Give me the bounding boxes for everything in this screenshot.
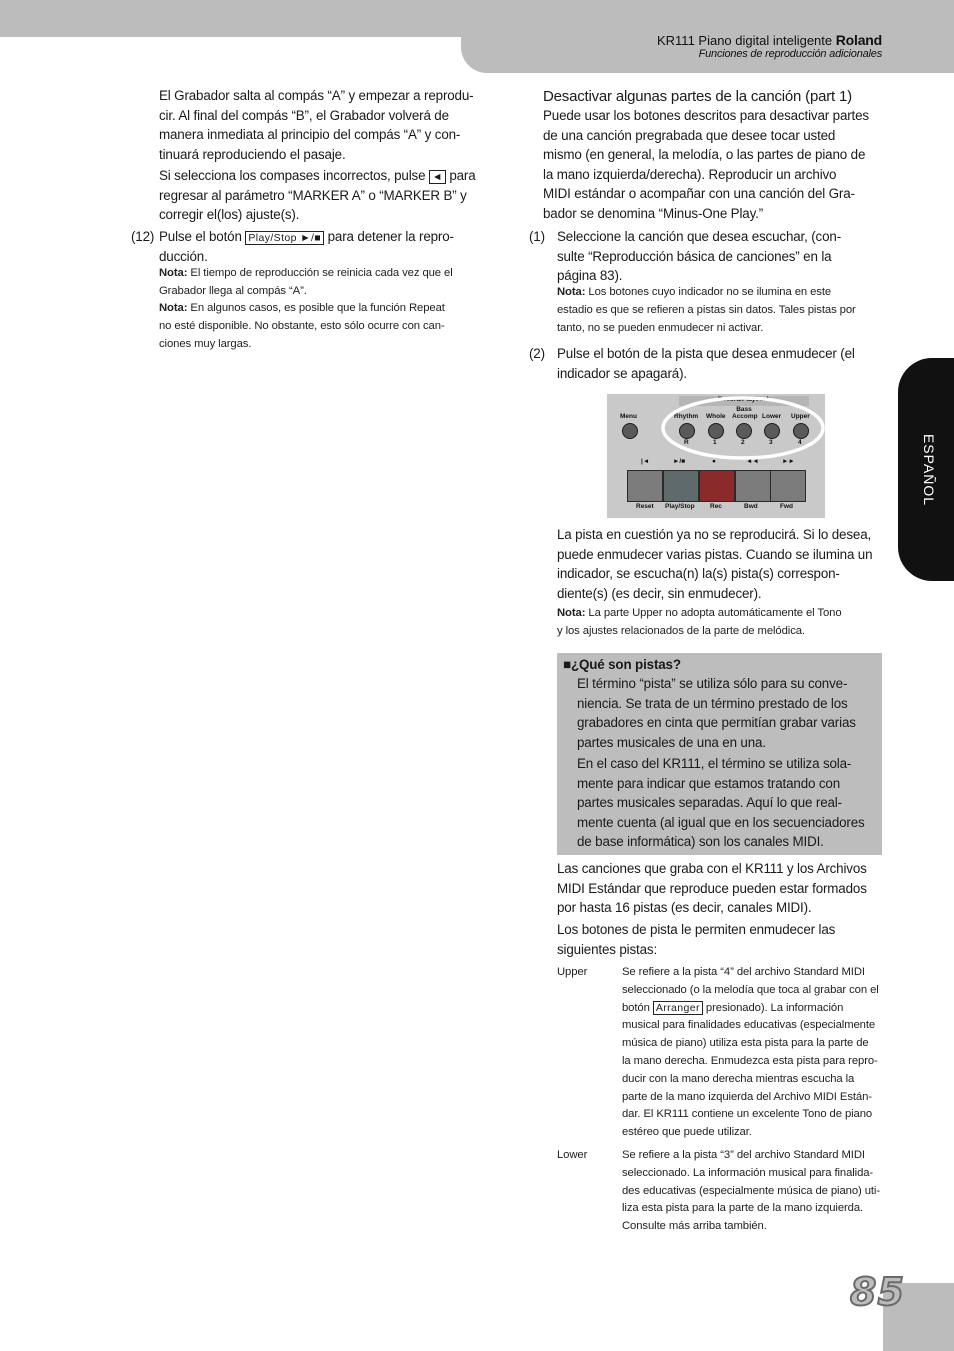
- button-label: Fwd: [780, 503, 793, 510]
- term-upper: Upper: [557, 966, 588, 978]
- fwd-symbol: ►►: [782, 458, 795, 465]
- step-number: (1): [529, 229, 545, 244]
- track-label: Upper: [791, 413, 810, 420]
- highlight-ellipse: [660, 395, 826, 461]
- step-number: (12): [131, 229, 155, 244]
- note-label: Nota:: [557, 607, 586, 619]
- track-label: Whole: [706, 413, 726, 420]
- note-2: Nota: En algunos casos, es posible que la función Repeat no esté disponible. No obstante, esto sólo ocurre con can- ciones muy largas.: [159, 302, 445, 350]
- note-1: Nota: El tiempo de reproducción se reinicia cada vez que el Grabador llega al compás “A”.: [159, 267, 453, 297]
- after-panel-paragraph: La pista en cuestión ya no se reproducirá. Si lo desea, puede enmudecer varias pistas. Cuando se ilumina un indicador, se escucha(n) la(s) pista(s) correspon- diente(s) (es decir, sin enmudecer).: [557, 527, 873, 601]
- section-heading: Desactivar algunas partes de la canción (part 1): [543, 88, 852, 105]
- definition-lower: Se refiere a la pista “3” del archivo Standard MIDI seleccionado. La información musical para finalida- des educativas (especialmente música de piano) uti- liza esta pista para la parte de la mano izquierda. Consulte más arriba también.: [622, 1149, 881, 1233]
- info-box-paragraph-1: El término “pista” se utiliza sólo para su conve- niencia. Se trata de un término prestado de los grabadores en cinta que permitían grabar varias partes musicales de una en una.: [577, 676, 856, 750]
- bwd-symbol: ◄◄: [746, 458, 759, 465]
- step-12: Pulse el botón Play/Stop ►/■ para detener la repro- ducción.: [159, 229, 454, 264]
- note-step-1: Nota: Los botones cuyo indicador no se ilumina en este estadio es que se refieren a pistas sin datos. Tales pistas por tanto, no se pueden enmudecer ni activar.: [557, 286, 856, 334]
- page-number: 85: [850, 1270, 905, 1314]
- paragraph-markers: Si selecciona los compases incorrectos, pulse ◄ para regresar al parámetro “MARKER A” o “MARKER B” y corregir el(los) ajuste(s).: [159, 168, 476, 222]
- paragraph-grabador: El Grabador salta al compás “A” y empezar a reprodu- cir. Al final del compás “B”, el Grabador volverá de manera inmediata al principio del compás “A” y con- tinuará reproduciendo el pasaje.: [159, 88, 474, 162]
- paragraph-tracks-count: Las canciones que graba con el KR111 y los Archivos MIDI Estándar que reproduce pueden estar formados por hasta 16 pistas (es decir, canales MIDI).: [557, 861, 867, 915]
- header-title: KR111 Piano digital inteligente Roland: [656, 32, 882, 48]
- panel-group-label: Record/Playback: [679, 396, 809, 406]
- track-number: R: [684, 439, 689, 446]
- fwd-button[interactable]: [770, 470, 806, 502]
- arranger-key: Arranger: [653, 1001, 703, 1015]
- track-label: Lower: [762, 413, 782, 420]
- reset-symbol: |◄: [641, 458, 650, 465]
- note-label: Nota:: [557, 286, 586, 298]
- language-tab-label: ESPAÑOL: [921, 433, 937, 507]
- button-label: Reset: [636, 503, 654, 510]
- info-box-title: ■¿Qué son pistas?: [563, 657, 681, 672]
- rec-symbol: ●: [712, 458, 716, 465]
- menu-label: Menu: [620, 413, 637, 420]
- button-label: Rec: [710, 503, 722, 510]
- rec-button[interactable]: [699, 470, 735, 502]
- info-box-paragraph-2: En el caso del KR111, el término se utiliza sola- mente para indicar que estamos tratando con partes musicales separadas. Aquí lo que real- mente cuenta (al igual que en los secuenciadores de base informática) son los canales MIDI.: [577, 756, 865, 849]
- button-label: Bwd: [744, 503, 758, 510]
- play-stop-symbol: ►/■: [673, 458, 686, 465]
- track-number: 4: [798, 439, 802, 446]
- term-lower: Lower: [557, 1149, 588, 1161]
- intro-paragraph: Puede usar los botones descritos para desactivar partes de una canción pregrabada que desee tocar usted mismo (en general, la melodía, o las partes de piano de la mano izquierda/derecha). Reproducir un archivo MIDI estándar o acompañar con una canción del Gra- bador se denomina “Minus-One Play.”: [543, 108, 869, 221]
- bwd-button[interactable]: [735, 470, 771, 502]
- note-3: Nota: La parte Upper no adopta automáticamente el Tono y los ajustes relacionados de la parte de melódica.: [557, 607, 842, 637]
- note-label: Nota:: [159, 302, 188, 314]
- track-label: Bass Accomp: [732, 406, 758, 420]
- paragraph-track-buttons: Los botones de pista le permiten enmudecer las siguientes pistas:: [557, 922, 836, 957]
- track-label: Rhythm: [674, 413, 699, 420]
- step-number: (2): [529, 346, 545, 361]
- play-stop-button[interactable]: [663, 470, 699, 502]
- track-number: 3: [769, 439, 773, 446]
- button-label: Play/Stop: [665, 503, 695, 510]
- play-stop-key: Play/Stop ►/■: [245, 231, 324, 245]
- track-number: 1: [713, 439, 717, 446]
- left-key: ◄: [429, 170, 446, 184]
- reset-button[interactable]: [627, 470, 663, 502]
- step-1: Seleccione la canción que desea escuchar, (con- sulte “Reproducción básica de canciones” en la página 83).: [557, 229, 842, 283]
- step-2: Pulse el botón de la pista que desea enmudecer (el indicador se apagará).: [557, 346, 855, 381]
- header-subtitle: Funciones de reproducción adicionales: [698, 48, 882, 60]
- track-number: 2: [741, 439, 745, 446]
- note-label: Nota:: [159, 267, 188, 279]
- definition-upper: Se refiere a la pista “4” del archivo Standard MIDI seleccionado (o la melodía que toca al grabar con el botón Arranger presionado). La información musical para finalidades educativas (especialmente música de piano) utiliza esta pista para la parte de la mano derecha. Enmudezca esta pista para repro- ducir con la mano derecha mientras escucha la parte de la mano izquierda del Archivo MIDI Están- dar. El KR111 contiene un excelente Tono de piano estéreo que puede utilizar.: [622, 966, 879, 1139]
- brand-logo: Roland: [835, 32, 882, 48]
- menu-button[interactable]: [622, 423, 638, 439]
